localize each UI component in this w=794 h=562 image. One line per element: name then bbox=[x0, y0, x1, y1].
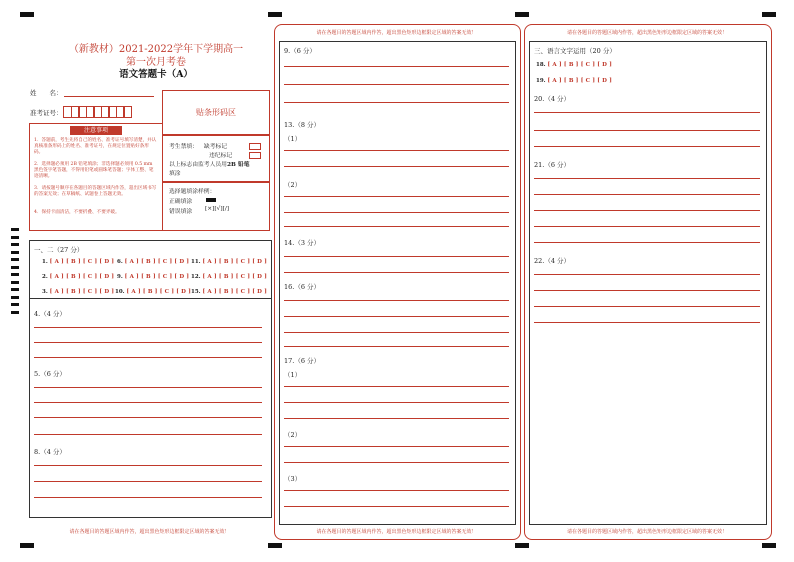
choice-18[interactable] bbox=[536, 62, 612, 68]
q4-label: 4.（4 分） bbox=[34, 310, 66, 318]
choice-options[interactable]: [ A ] [ B ] [ C ] [ D ] bbox=[202, 259, 268, 265]
answer-line[interactable] bbox=[284, 346, 509, 347]
answer-line[interactable] bbox=[34, 387, 262, 388]
answer-line[interactable] bbox=[34, 497, 262, 498]
answer-line[interactable] bbox=[284, 212, 509, 213]
answer-line[interactable] bbox=[534, 112, 760, 113]
sidebar-timing-mark bbox=[11, 303, 19, 306]
answer-line[interactable] bbox=[284, 150, 509, 151]
choice-num: 2. bbox=[42, 274, 48, 280]
choice-num: 18. bbox=[536, 62, 546, 68]
top-warning-right: 请在各题目的答题区域内作答，超出黑色矩形边框限定区域的答案无效！ bbox=[566, 30, 727, 36]
bottom-warning-middle: 请在各题目的答题区域内作答，超出黑色矩形边框限定区域的答案无效！ bbox=[316, 529, 477, 535]
answer-line[interactable] bbox=[534, 226, 760, 227]
choice-num: 11. bbox=[191, 259, 201, 265]
timing-mark bbox=[515, 543, 529, 548]
answer-line[interactable] bbox=[284, 402, 509, 403]
answer-line[interactable] bbox=[534, 274, 760, 275]
sidebar-timing-mark bbox=[11, 311, 19, 314]
discipline-mark-box bbox=[249, 152, 261, 159]
correct-fill-mark bbox=[206, 198, 216, 202]
left-answer-panel bbox=[29, 240, 272, 518]
answer-line[interactable] bbox=[534, 146, 760, 147]
answer-line[interactable] bbox=[284, 84, 509, 85]
bottom-warning-left: 请在各题目的答题区域内作答，超出黑色矩形边框限定区域的答案无效！ bbox=[69, 529, 230, 535]
answer-line[interactable] bbox=[284, 272, 509, 273]
q13-part2-label: （2） bbox=[284, 181, 302, 189]
timing-mark bbox=[762, 12, 776, 17]
q16-label: 16.（6 分） bbox=[284, 283, 321, 291]
exam-digit-box[interactable] bbox=[123, 106, 132, 118]
answer-line[interactable] bbox=[534, 130, 760, 131]
choice-3[interactable] bbox=[42, 289, 114, 295]
choice-options[interactable]: [ A ] [ B ] [ C ] [ D ] bbox=[124, 259, 190, 265]
choice-2[interactable] bbox=[42, 274, 114, 280]
choice-options[interactable]: [ A ] [ B ] [ C ] [ D ] bbox=[49, 289, 115, 295]
q13-label: 13.（8 分） bbox=[284, 121, 321, 129]
answer-line[interactable] bbox=[34, 434, 262, 435]
section1-title: 一、二（27 分） bbox=[34, 246, 84, 254]
answer-line[interactable] bbox=[284, 332, 509, 333]
q22-label: 22.（4 分） bbox=[534, 257, 571, 265]
answer-line[interactable] bbox=[34, 417, 262, 418]
q17-part3-label: （3） bbox=[284, 475, 302, 483]
answer-line[interactable] bbox=[284, 386, 509, 387]
choice-19[interactable] bbox=[536, 78, 612, 84]
sidebar-timing-mark bbox=[11, 281, 19, 284]
answer-line[interactable] bbox=[284, 300, 509, 301]
choice-options[interactable]: [ A ] [ B ] [ C ] [ D ] bbox=[547, 62, 613, 68]
notice-item: 2．选择题必须用 2B 铅笔填涂；非选择题必须用 0.5 mm 黑色签字笔答题，不得用铅笔或圆珠笔答题；字体工整、笔迹清晰。 bbox=[34, 162, 154, 179]
fill-sample-title: 选择题填涂样例： bbox=[169, 189, 216, 195]
timing-mark bbox=[268, 12, 282, 17]
choice-num: 9. bbox=[117, 274, 123, 280]
q8-label: 8.（4 分） bbox=[34, 448, 66, 456]
sidebar-timing-mark bbox=[11, 296, 19, 299]
answer-line[interactable] bbox=[284, 418, 509, 419]
choice-area-divider bbox=[30, 298, 271, 299]
middle-inner-frame bbox=[279, 41, 516, 525]
q20-label: 20.（4 分） bbox=[534, 95, 571, 103]
choice-6[interactable] bbox=[117, 259, 189, 265]
choice-num: 12. bbox=[191, 274, 201, 280]
answer-line[interactable] bbox=[284, 256, 509, 257]
answer-line[interactable] bbox=[534, 210, 760, 211]
candidate-line1 bbox=[169, 141, 227, 150]
right-inner-frame bbox=[529, 41, 767, 525]
answer-line[interactable] bbox=[34, 357, 262, 358]
q17-part2-label: （2） bbox=[284, 431, 302, 439]
q9-label: 9.（6 分） bbox=[284, 47, 316, 55]
choice-11[interactable] bbox=[191, 259, 267, 265]
answer-line[interactable] bbox=[34, 481, 262, 482]
timing-mark bbox=[762, 543, 776, 548]
barcode-area bbox=[162, 90, 270, 136]
q21-label: 21.（6 分） bbox=[534, 161, 571, 169]
choice-options[interactable]: [ A ] [ B ] [ C ] [ D ] bbox=[49, 274, 115, 280]
choice-10[interactable] bbox=[115, 289, 191, 295]
answer-line[interactable] bbox=[284, 196, 509, 197]
notice-item: 4．保持卡面清洁，不要折叠、不要弄破。 bbox=[34, 210, 120, 215]
barcode-label: 贴条形码区 bbox=[196, 108, 236, 117]
timing-mark bbox=[20, 12, 34, 17]
answer-line[interactable] bbox=[534, 194, 760, 195]
q13-part1-label: （1） bbox=[284, 135, 302, 143]
answer-line[interactable] bbox=[284, 226, 509, 227]
choice-num: 19. bbox=[536, 78, 546, 84]
answer-line[interactable] bbox=[34, 342, 262, 343]
q17-part1-label: （1） bbox=[284, 371, 302, 379]
correct-fill-label: 正确填涂 bbox=[169, 199, 193, 205]
notice-box bbox=[29, 123, 163, 231]
sidebar-timing-mark bbox=[11, 288, 19, 291]
sidebar-timing-mark bbox=[11, 266, 19, 269]
answer-line[interactable] bbox=[284, 506, 509, 507]
choice-num: 10. bbox=[115, 289, 125, 295]
choice-options[interactable]: [ A ] [ B ] [ C ] [ D ] bbox=[126, 289, 192, 295]
notice-title bbox=[70, 126, 122, 135]
sheet-title-line1: （新教材）2021-2022学年下学期高一 bbox=[68, 44, 244, 55]
answer-line[interactable] bbox=[284, 66, 509, 67]
candidate-note: 以上标志由监考人员用 bbox=[169, 162, 227, 168]
answer-line[interactable] bbox=[534, 178, 760, 179]
choice-options[interactable]: [ A ] [ B ] [ C ] [ D ] bbox=[124, 274, 190, 280]
q5-label: 5.（6 分） bbox=[34, 370, 66, 378]
fill-sample-box bbox=[162, 181, 270, 231]
sidebar-timing-mark bbox=[11, 258, 19, 261]
sheet-title-line2: 第一次月考卷 bbox=[126, 57, 186, 68]
choice-9[interactable] bbox=[117, 274, 189, 280]
choice-15[interactable] bbox=[191, 289, 267, 295]
absent-mark-box bbox=[249, 143, 261, 150]
candidate-box bbox=[162, 134, 270, 183]
choice-num: 3. bbox=[42, 289, 48, 295]
q14-label: 14.（3 分） bbox=[284, 239, 321, 247]
choice-12[interactable] bbox=[191, 274, 267, 280]
sidebar-timing-mark bbox=[11, 228, 19, 231]
notice-item: 1．答题前，考生先将自己的姓名、准考证号填写清楚，并认真核准条形码上的姓名、准考证号，在规定位置贴好条形码。 bbox=[34, 138, 157, 155]
answer-line[interactable] bbox=[284, 166, 509, 167]
answer-line[interactable] bbox=[284, 102, 509, 103]
choice-1[interactable] bbox=[42, 259, 114, 265]
sidebar-timing-mark bbox=[11, 273, 19, 276]
timing-mark bbox=[515, 12, 529, 17]
candidate-note-pencil: 2B 铅笔 bbox=[226, 162, 250, 168]
choice-options[interactable]: [ A ] [ B ] [ C ] [ D ] bbox=[547, 78, 613, 84]
notice-title-text: 注意事项 bbox=[83, 127, 108, 134]
wrong-fill-label: 错误填涂 bbox=[169, 209, 193, 215]
q17-label: 17.（6 分） bbox=[284, 357, 321, 365]
choice-options[interactable]: [ A ] [ B ] [ C ] [ D ] bbox=[202, 274, 268, 280]
answer-line[interactable] bbox=[284, 490, 509, 491]
exam-no-label: 准考证号： bbox=[30, 109, 63, 117]
sidebar-timing-mark bbox=[11, 243, 19, 246]
bottom-warning-right: 请在各题目的答题区域内作答，超出黑色矩形边框限定区域的答案无效！ bbox=[566, 529, 727, 535]
answer-line[interactable] bbox=[284, 462, 509, 463]
section3-title: 三、语言文字运用（20 分） bbox=[534, 47, 616, 55]
choice-options[interactable]: [ A ] [ B ] [ C ] [ D ] bbox=[49, 259, 115, 265]
answer-line[interactable] bbox=[34, 402, 262, 403]
name-field[interactable] bbox=[64, 96, 154, 97]
answer-line[interactable] bbox=[534, 306, 760, 307]
candidate-line3 bbox=[169, 159, 250, 168]
choice-num: 15. bbox=[191, 289, 201, 295]
answer-line[interactable] bbox=[34, 327, 262, 328]
candidate-forbid-label: 考生禁填： bbox=[169, 144, 198, 150]
timing-mark bbox=[268, 543, 282, 548]
timing-mark bbox=[20, 543, 34, 548]
answer-line[interactable] bbox=[534, 242, 760, 243]
notice-item: 3．请按题号顺序在各题目的答题区域内作答，超出区域书写的答案无效；在草稿纸、试题卷上答题无效。 bbox=[34, 186, 157, 197]
top-warning-middle: 请在各题目的答题区域内作答，超出黑色矩形边框限定区域的答案无效！ bbox=[316, 30, 477, 36]
answer-line[interactable] bbox=[284, 446, 509, 447]
answer-line[interactable] bbox=[534, 290, 760, 291]
choice-num: 6. bbox=[117, 259, 123, 265]
sidebar-timing-mark bbox=[11, 251, 19, 254]
candidate-line4: 填涂 bbox=[169, 171, 181, 177]
answer-line[interactable] bbox=[534, 322, 760, 323]
absent-mark-label: 缺考标记 bbox=[203, 144, 228, 150]
discipline-mark-label: 违纪标记 bbox=[209, 153, 233, 159]
choice-options[interactable]: [ A ] [ B ] [ C ] [ D ] bbox=[202, 289, 268, 295]
choice-num: 1. bbox=[42, 259, 48, 265]
sheet-subtitle: 语文答题卡（A） bbox=[119, 69, 193, 80]
answer-line[interactable] bbox=[284, 316, 509, 317]
name-label: 姓 名： bbox=[30, 89, 63, 97]
answer-line[interactable] bbox=[34, 465, 262, 466]
sidebar-timing-mark bbox=[11, 236, 19, 239]
wrong-fill-marks: [×][√][/] bbox=[205, 206, 230, 212]
sidebar-timing-strip bbox=[11, 228, 21, 318]
